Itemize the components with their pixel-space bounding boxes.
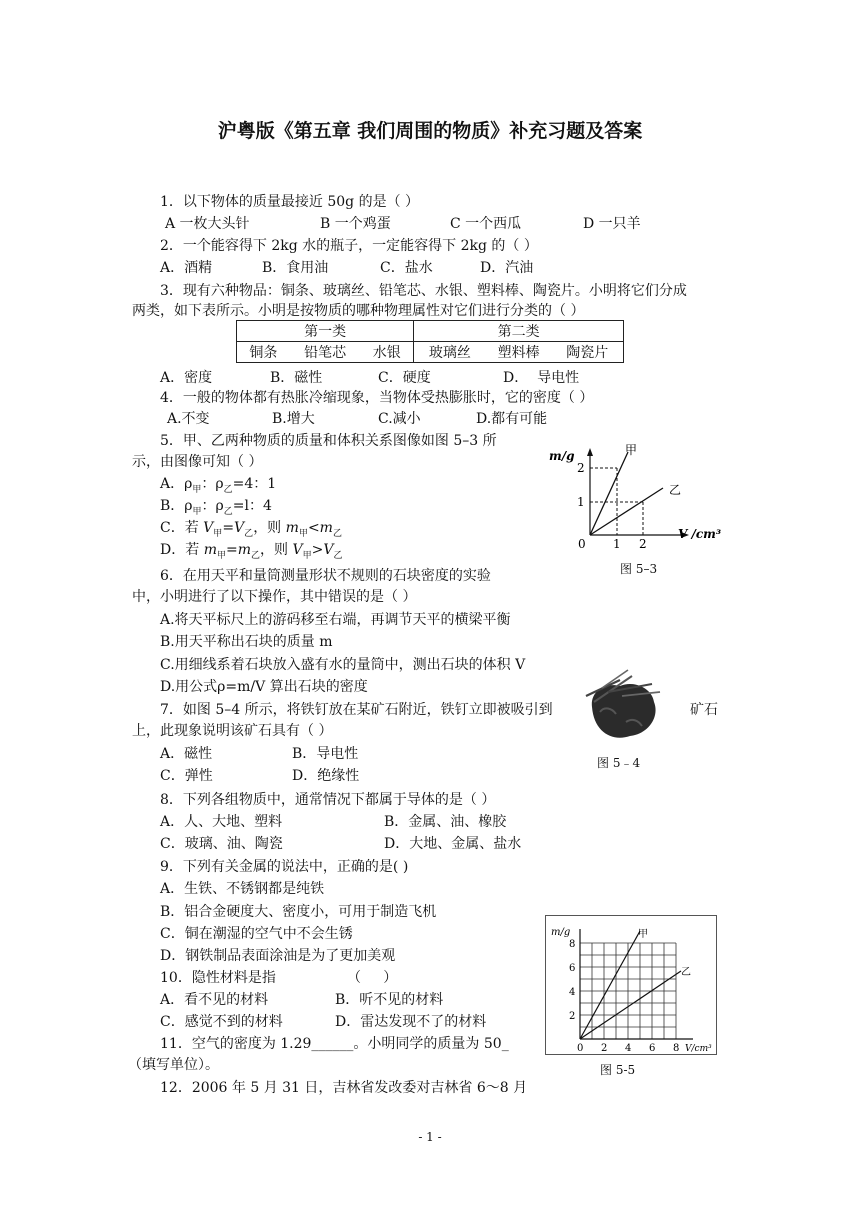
- fig53-tick-y1: 1: [577, 495, 585, 509]
- q1-option-b: B 一个鸡蛋: [320, 216, 391, 232]
- q7-stem-line1-end: 矿石: [690, 702, 718, 718]
- q8-option-a: A．人、大地、塑料: [160, 814, 283, 830]
- q11-stem-line1: 11．空气的密度为 1.29______。小明同学的质量为 50_: [160, 1036, 509, 1052]
- q6-stem-line1: 6．在用天平和量筒测量形状不规则的石块密度的实验: [160, 568, 491, 584]
- fig55-tick-x0: 0: [577, 1043, 584, 1054]
- q6-option-d: D.用公式ρ=m/V 算出石块的密度: [160, 679, 368, 695]
- table-cell-class2: 玻璃丝 塑料棒 陶瓷片: [414, 342, 624, 363]
- q9-option-a: A．生铁、不锈钢都是纯铁: [160, 881, 325, 897]
- fig55-ylabel: m/g: [551, 927, 571, 938]
- fig55-label-yi: 乙: [681, 967, 691, 978]
- fig55-line-yi: [580, 971, 681, 1039]
- q6-option-a: A.将天平标尺上的游码移至右端，再调节天平的横梁平衡: [160, 612, 511, 628]
- q10-option-d: D．雷达发现不了的材料: [335, 1014, 487, 1030]
- q1-stem: 1．以下物体的质量最接近 50g 的是（ ）: [160, 194, 420, 210]
- fig55-line-jia: [580, 931, 640, 1039]
- q9-option-b: B．铝合金硬度大、密度小，可用于制造飞机: [160, 904, 437, 920]
- q1-option-c: C 一个西瓜: [450, 216, 522, 232]
- fig55-tick-y6: 6: [569, 963, 576, 974]
- q6-stem-line2: 中，小明进行了以下操作，其中错误的是（ ）: [132, 589, 417, 605]
- q4-option-a: A.不变: [167, 411, 210, 427]
- q5-stem-line2: 示，由图像可知（ ）: [132, 454, 263, 470]
- q6-option-b: B.用天平称出石块的质量 m: [160, 634, 333, 650]
- fig55-label-jia: 甲: [638, 929, 648, 940]
- q10-option-c: C．感觉不到的材料: [160, 1014, 283, 1030]
- q7-option-c: C．弹性: [160, 768, 213, 784]
- q2-option-c: C．盐水: [380, 260, 433, 276]
- q2-stem: 2．一个能容得下 2kg 水的瓶子，一定能容得下 2kg 的（ ）: [160, 238, 538, 254]
- fig55-tick-x4: 4: [625, 1043, 632, 1054]
- q3-stem-line1: 3．现有六种物品：铜条、玻璃丝、铅笔芯、水银、塑料棒、陶瓷片。小明将它们分成: [160, 283, 687, 299]
- q1-option-a: A 一枚大头针: [165, 216, 250, 232]
- q4-option-b: B.增大: [272, 411, 315, 427]
- q3-stem-line2: 两类，如下表所示。小明是按物质的哪种物理属性对它们进行分类的（ ）: [132, 303, 585, 319]
- q2-option-d: D．汽油: [480, 260, 534, 276]
- fig55-frame: [546, 916, 717, 1055]
- table-header-class2: 第二类: [414, 321, 624, 342]
- q8-stem: 8．下列各组物质中，通常情况下都属于导体的是（ ）: [160, 792, 496, 808]
- q8-option-b: B．金属、油、橡胶: [384, 814, 507, 830]
- q8-option-c: C．玻璃、油、陶瓷: [160, 836, 283, 852]
- fig53-tick-x2: 2: [639, 537, 647, 551]
- q2-option-a: A．酒精: [160, 260, 213, 276]
- q3-option-d: D． 导电性: [503, 370, 580, 386]
- q12-stem: 12．2006 年 5 月 31 日，吉林省发改委对吉林省 6～8 月: [160, 1080, 528, 1096]
- fig54-caption: 图 5﹣4: [597, 756, 641, 770]
- figure-5-5-graph: [545, 915, 717, 1055]
- fig53-y-arrow: [587, 448, 593, 456]
- fig55-tick-x6: 6: [649, 1043, 656, 1054]
- q5-option-b: B．$\rho_甲$：$\rho_乙=l$：4: [160, 498, 272, 517]
- fig55-tick-y2: 2: [569, 1011, 576, 1022]
- fig53-tick-x1: 1: [613, 537, 621, 551]
- q7-option-b: B．导电性: [292, 746, 359, 762]
- fig53-label-yi: 乙: [669, 483, 682, 497]
- table-header-class1: 第一类: [237, 321, 414, 342]
- figure-5-4-ore-with-nails: [582, 662, 662, 747]
- fig53-ylabel: m/g: [549, 449, 575, 463]
- q9-option-c: C．铜在潮湿的空气中不会生锈: [160, 926, 353, 942]
- q9-option-d: D．钢铁制品表面涂油是为了更加美观: [160, 948, 396, 964]
- page-number: - 1 -: [418, 1130, 442, 1144]
- q1-option-d: D 一只羊: [583, 216, 641, 232]
- q5-option-d: D．若 $m_甲=m_乙$，则 $V_甲>V_乙$: [160, 542, 343, 561]
- fig53-caption: 图 5–3: [620, 562, 658, 576]
- fig55-tick-y8: 8: [569, 939, 576, 950]
- q7-stem-line2: 上，此现象说明该矿石具有（ ）: [132, 723, 333, 739]
- q5-stem-line1: 5．甲、乙两种物质的质量和体积关系图像如图 5–3 所: [160, 433, 497, 449]
- fig53-tick-y2: 2: [577, 461, 585, 475]
- fig55-tick-y4: 4: [569, 987, 576, 998]
- table-cell-class1: 铜条 铅笔芯 水银: [237, 342, 414, 363]
- fig55-tick-x8: 8: [673, 1043, 680, 1054]
- q2-option-b: B．食用油: [262, 260, 329, 276]
- q7-option-a: A．磁性: [160, 746, 213, 762]
- q5-option-c: C．若 $V_甲=V_乙$，则 $m_甲<m_乙$: [160, 520, 342, 539]
- q4-option-c: C.减小: [378, 411, 421, 427]
- q3-option-a: A．密度: [160, 370, 213, 386]
- q6-option-c: C.用细线系着石块放入盛有水的量筒中，测出石块的体积 V: [160, 657, 526, 673]
- fig53-label-jia: 甲: [625, 443, 638, 457]
- fig55-caption: 图 5-5: [600, 1063, 636, 1077]
- q10-option-b: B．听不见的材料: [335, 992, 444, 1008]
- fig55-grid: [580, 943, 676, 1039]
- q9-stem: 9．下列有关金属的说法中，正确的是( ): [160, 859, 409, 875]
- q8-option-d: D．大地、金属、盐水: [384, 836, 522, 852]
- q10-stem: 10．隐性材料是指 （ ）: [160, 970, 398, 986]
- q7-stem-line1: 7．如图 5–4 所示，将铁钉放在某矿石附近，铁钉立即被吸引到: [160, 702, 553, 718]
- q7-option-d: D．绝缘性: [292, 768, 360, 784]
- q4-option-d: D.都有可能: [476, 411, 548, 427]
- page-title: 沪粤版《第五章 我们周围的物质》补充习题及答案: [217, 120, 643, 142]
- q11-stem-line2: （填写单位）。: [128, 1057, 219, 1073]
- q10-option-a: A．看不见的材料: [160, 992, 269, 1008]
- fig55-tick-x2: 2: [601, 1043, 608, 1054]
- q3-option-c: C．硬度: [378, 370, 431, 386]
- q3-option-b: B．磁性: [270, 370, 323, 386]
- q4-stem: 4．一般的物体都有热胀冷缩现象，当物体受热膨胀时，它的密度（ ）: [160, 390, 594, 406]
- fig53-tick-x0: 0: [578, 537, 586, 551]
- figure-5-3-graph: [545, 440, 730, 575]
- fig55-xlabel: V/cm³: [685, 1044, 712, 1054]
- q5-option-a: A．$\rho_甲$：$\rho_乙=4$：1: [160, 476, 277, 495]
- classification-table: [236, 320, 624, 363]
- fig53-xlabel: V /cm³: [678, 527, 722, 541]
